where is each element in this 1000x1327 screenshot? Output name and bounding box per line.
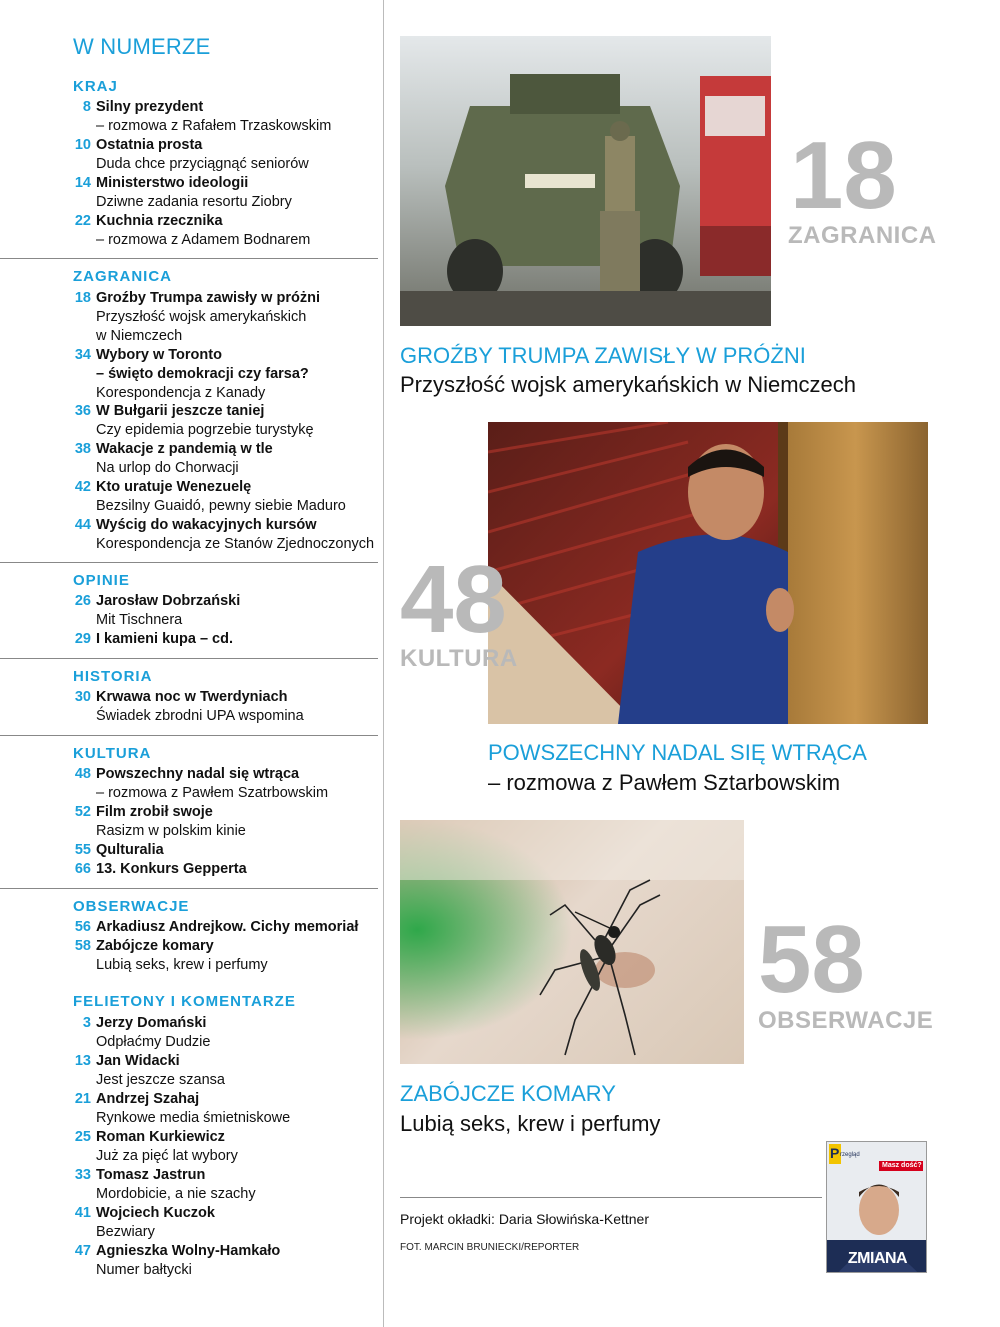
entry-title: Wybory w Toronto bbox=[96, 347, 222, 363]
entry-title: Silny prezydent bbox=[96, 99, 204, 115]
entry-sub: – rozmowa z Adamem Bodnarem bbox=[96, 232, 311, 248]
entry-page: 30 bbox=[74, 689, 91, 705]
entry-sub: – rozmowa z Rafałem Trzaskowskim bbox=[96, 118, 332, 134]
section-head-kraj: KRAJ bbox=[73, 78, 118, 95]
feature-page-number: 18 bbox=[790, 122, 897, 229]
entry-sub: Na urlop do Chorwacji bbox=[96, 460, 239, 476]
entry-page: 8 bbox=[82, 99, 91, 115]
entry-title: – święto demokracji czy farsa? bbox=[96, 366, 309, 382]
section-head-opinie: OPINIE bbox=[73, 572, 130, 589]
entry-sub: Rasizm w polskim kinie bbox=[96, 823, 246, 839]
entry-title: Tomasz Jastrun bbox=[96, 1167, 206, 1183]
entry-title: Powszechny nadal się wtrąca bbox=[96, 766, 300, 782]
entry-sub: Korespondencja ze Stanów Zjednoczonych bbox=[96, 536, 375, 552]
entry-sub: Lubią seks, krew i perfumy bbox=[96, 957, 268, 973]
section-head-zagranica: ZAGRANICA bbox=[73, 268, 172, 285]
entry-page: 33 bbox=[74, 1167, 91, 1183]
entry-page: 21 bbox=[74, 1091, 91, 1107]
entry-title: Ministerstwo ideologii bbox=[96, 175, 249, 191]
entry-title: 13. Konkurs Gepperta bbox=[96, 861, 247, 877]
entry-title: Wojciech Kuczok bbox=[96, 1205, 215, 1221]
entry-page: 42 bbox=[74, 479, 91, 495]
entry-page: 18 bbox=[74, 290, 91, 306]
entry-page: 58 bbox=[74, 938, 91, 954]
feature-subtitle: – rozmowa z Pawłem Sztarbowskim bbox=[488, 770, 841, 795]
military-vehicle-image bbox=[400, 36, 771, 326]
feature-section-label: KULTURA bbox=[400, 645, 518, 672]
cover-badge: Masz dość? bbox=[882, 1162, 922, 1169]
section-head-historia: HISTORIA bbox=[73, 668, 153, 685]
entry-title: Jan Widacki bbox=[96, 1053, 180, 1069]
entry-sub: Numer bałtycki bbox=[96, 1262, 192, 1278]
entry-sub: Mordobicie, a nie szachy bbox=[96, 1186, 256, 1202]
toc-title: W NUMERZE bbox=[73, 34, 211, 59]
feature-photo-mosquito[interactable] bbox=[400, 820, 744, 1064]
entry-page: 48 bbox=[74, 766, 91, 782]
entry-title: Ostatnia prosta bbox=[96, 137, 203, 153]
entry-page: 47 bbox=[74, 1243, 91, 1259]
entry-page: 56 bbox=[74, 919, 91, 935]
feature-subtitle: Przyszłość wojsk amerykańskich w Niemczech bbox=[400, 372, 856, 397]
cover-design-credit: Projekt okładki: Daria Słowińska-Kettner bbox=[400, 1211, 649, 1227]
entry-title: Kuchnia rzecznika bbox=[96, 213, 223, 229]
entry-sub: Mit Tischnera bbox=[96, 612, 183, 628]
section-rule bbox=[0, 658, 378, 659]
section-head-obserwacje: OBSERWACJE bbox=[73, 898, 190, 915]
entry-sub: Odpłaćmy Dudzie bbox=[96, 1034, 211, 1050]
feature-page-number: 58 bbox=[758, 906, 865, 1013]
feature-title[interactable]: POWSZECHNY NADAL SIĘ WTRĄCA bbox=[488, 740, 867, 765]
entry-title: Kto uratuje Wenezuelę bbox=[96, 479, 252, 495]
entry-page: 52 bbox=[74, 804, 91, 820]
section-head-kultura: KULTURA bbox=[73, 745, 152, 762]
feature-photo-portrait[interactable] bbox=[488, 422, 928, 724]
entry-page: 22 bbox=[74, 213, 91, 229]
feature-section-label: ZAGRANICA bbox=[788, 222, 937, 249]
entry-title: Krwawa noc w Twerdyniach bbox=[96, 689, 288, 705]
entry-title: Film zrobił swoje bbox=[96, 804, 213, 820]
entry-title: Andrzej Szahaj bbox=[96, 1091, 200, 1107]
entry-sub: Rynkowe media śmietniskowe bbox=[96, 1110, 291, 1126]
entry-page: 38 bbox=[74, 441, 91, 457]
entry-sub: – rozmowa z Pawłem Szatrbowskim bbox=[96, 785, 329, 801]
entry-title: Qulturalia bbox=[96, 842, 164, 858]
section-rule bbox=[0, 735, 378, 736]
entry-page: 66 bbox=[74, 861, 91, 877]
entry-page: 44 bbox=[74, 517, 91, 533]
entry-page: 36 bbox=[74, 403, 91, 419]
entry-sub: Jest jeszcze szansa bbox=[96, 1072, 225, 1088]
entry-page: 41 bbox=[74, 1205, 91, 1221]
photo-credit: FOT. MARCIN BRUNIECKI/REPORTER bbox=[400, 1242, 580, 1253]
feature-title[interactable]: GROŹBY TRUMPA ZAWISŁY W PRÓŻNI bbox=[400, 343, 806, 368]
entry-sub: Bezsilny Guaidó, pewny siebie Maduro bbox=[96, 498, 346, 514]
entry-sub: Czy epidemia pogrzebie turystykę bbox=[96, 422, 314, 438]
entry-title: Groźby Trumpa zawisły w próżni bbox=[96, 290, 320, 306]
entry-sub: Duda chce przyciągnąć seniorów bbox=[96, 156, 309, 172]
cover-logo: P bbox=[830, 1145, 840, 1161]
feature-page-number: 48 bbox=[400, 546, 507, 653]
entry-title: I kamieni kupa – cd. bbox=[96, 631, 233, 647]
cover-thumbnail[interactable] bbox=[826, 1141, 927, 1273]
entry-title: W Bułgarii jeszcze taniej bbox=[96, 403, 265, 419]
entry-page: 34 bbox=[74, 347, 91, 363]
entry-title: Arkadiusz Andrejkow. Cichy memoriał bbox=[96, 919, 359, 935]
entry-sub: Korespondencja z Kanady bbox=[96, 385, 266, 401]
section-head-felietony: FELIETONY I KOMENTARZE bbox=[73, 993, 296, 1010]
entry-title: Agnieszka Wolny-Hamkało bbox=[96, 1243, 281, 1259]
entry-sub: Przyszłość wojsk amerykańskich bbox=[96, 309, 307, 325]
portrait-image bbox=[488, 422, 928, 724]
entry-title: Zabójcze komary bbox=[96, 938, 214, 954]
entry-title: Jerzy Domański bbox=[96, 1015, 207, 1031]
entry-title: Wakacje z pandemią w tle bbox=[96, 441, 273, 457]
column-divider bbox=[383, 0, 384, 1327]
entry-page: 26 bbox=[74, 593, 91, 609]
section-rule bbox=[0, 562, 378, 563]
feature-title[interactable]: ZABÓJCZE KOMARY bbox=[400, 1081, 616, 1106]
cover-headline: ZMIANA bbox=[847, 1250, 908, 1267]
credit-rule bbox=[400, 1197, 822, 1198]
entry-page: 13 bbox=[74, 1053, 91, 1069]
entry-sub: Już za pięć lat wybory bbox=[96, 1148, 238, 1164]
feature-photo-military[interactable] bbox=[400, 36, 771, 326]
cover-logo-word: rzegląd bbox=[840, 1152, 860, 1158]
entry-sub: Świadek zbrodni UPA wspomina bbox=[96, 708, 304, 724]
entry-page: 14 bbox=[74, 175, 91, 191]
entry-title: Roman Kurkiewicz bbox=[96, 1129, 225, 1145]
section-rule bbox=[0, 258, 378, 259]
entry-page: 55 bbox=[74, 842, 91, 858]
entry-page: 10 bbox=[74, 137, 91, 153]
entry-page: 25 bbox=[74, 1129, 91, 1145]
entry-sub: Dziwne zadania resortu Ziobry bbox=[96, 194, 292, 210]
entry-sub: w Niemczech bbox=[96, 328, 183, 344]
feature-section-label: OBSERWACJE bbox=[758, 1007, 934, 1034]
feature-subtitle: Lubią seks, krew i perfumy bbox=[400, 1111, 661, 1136]
entry-page: 29 bbox=[74, 631, 91, 647]
entry-title: Wyścig do wakacyjnych kursów bbox=[96, 517, 317, 533]
entry-sub: Bezwiary bbox=[96, 1224, 155, 1240]
entry-page: 3 bbox=[82, 1015, 91, 1031]
entry-title: Jarosław Dobrzański bbox=[96, 593, 241, 609]
section-rule bbox=[0, 888, 378, 889]
mosquito-image bbox=[400, 820, 744, 1064]
